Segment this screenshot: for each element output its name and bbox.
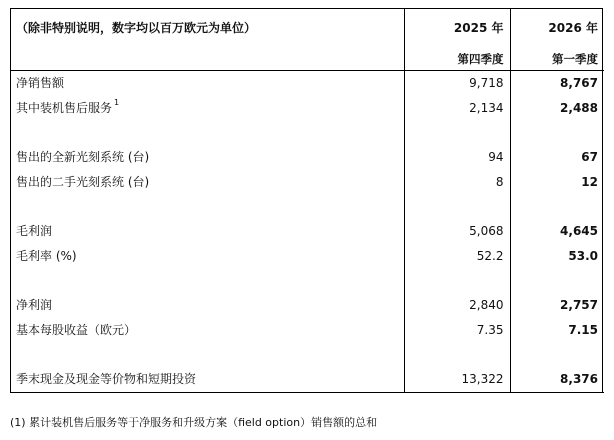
value-q4: 52.2 <box>404 244 510 269</box>
table-row-eps <box>10 318 604 343</box>
value-q1: 7.15 <box>510 318 604 343</box>
financial-summary-table <box>10 8 604 393</box>
spacer-row <box>10 195 604 219</box>
value-q1: 8,376 <box>510 367 604 393</box>
value-q4: 7.35 <box>404 318 510 343</box>
value-q4: 9,718 <box>404 71 510 97</box>
row-label: 其中装机售后服务 <box>16 101 113 115</box>
footnote: (1) 累计装机售后服务等于净服务和升级方案（field option）销售额的总和 <box>10 416 378 429</box>
value-q4: 2,134 <box>404 96 510 121</box>
row-label-with-footnote <box>10 96 404 121</box>
table-row-installed-base <box>10 96 604 121</box>
value-q4: 8 <box>404 170 510 195</box>
header-row-years <box>10 8 604 48</box>
footnote-marker: 1 <box>114 98 120 107</box>
table-row-gross-profit <box>10 219 604 244</box>
row-label: 季末现金及现金等价物和短期投资 <box>10 367 404 393</box>
financial-summary-table-container <box>10 8 604 393</box>
row-label: 毛利率 (%) <box>16 249 77 263</box>
row-label: 毛利润 <box>16 224 53 238</box>
row-label: 售出的全新光刻系统 (台) <box>16 150 150 164</box>
table-row-used-systems <box>10 170 604 195</box>
value-q1: 8,767 <box>510 71 604 97</box>
header-row-quarters <box>10 48 604 71</box>
spacer-row <box>10 121 604 145</box>
value-q1: 2,757 <box>510 293 604 318</box>
value-q1: 12 <box>510 170 604 195</box>
spacer-row <box>10 343 604 367</box>
col-header-q1: 第一季度 <box>510 48 604 71</box>
table-row-net-income <box>10 293 604 318</box>
row-label: 基本每股收益（欧元） <box>16 323 137 337</box>
row-label: 售出的二手光刻系统 (台) <box>16 175 150 189</box>
value-q1: 53.0 <box>510 244 604 269</box>
value-q4: 94 <box>404 145 510 170</box>
value-q4: 13,322 <box>404 367 510 393</box>
table-row-net-sales <box>10 71 604 97</box>
table-row-new-systems <box>10 145 604 170</box>
value-q1: 67 <box>510 145 604 170</box>
unit-note: （除非特别说明，数字均以百万欧元为单位） <box>16 21 257 35</box>
table-row-cash <box>10 367 604 393</box>
value-q1: 4,645 <box>510 219 604 244</box>
col-header-q4: 第四季度 <box>404 48 510 71</box>
header-spacer <box>10 48 404 71</box>
value-q4: 5,068 <box>404 219 510 244</box>
row-label: 净销售额 <box>16 76 65 90</box>
table-row-gross-margin <box>10 244 604 269</box>
value-q1: 2,488 <box>510 96 604 121</box>
value-q4: 2,840 <box>404 293 510 318</box>
col-header-2025: 2025 年 <box>404 8 510 48</box>
col-header-2026: 2026 年 <box>510 8 604 48</box>
spacer-row <box>10 269 604 293</box>
row-label: 净利润 <box>16 298 53 312</box>
